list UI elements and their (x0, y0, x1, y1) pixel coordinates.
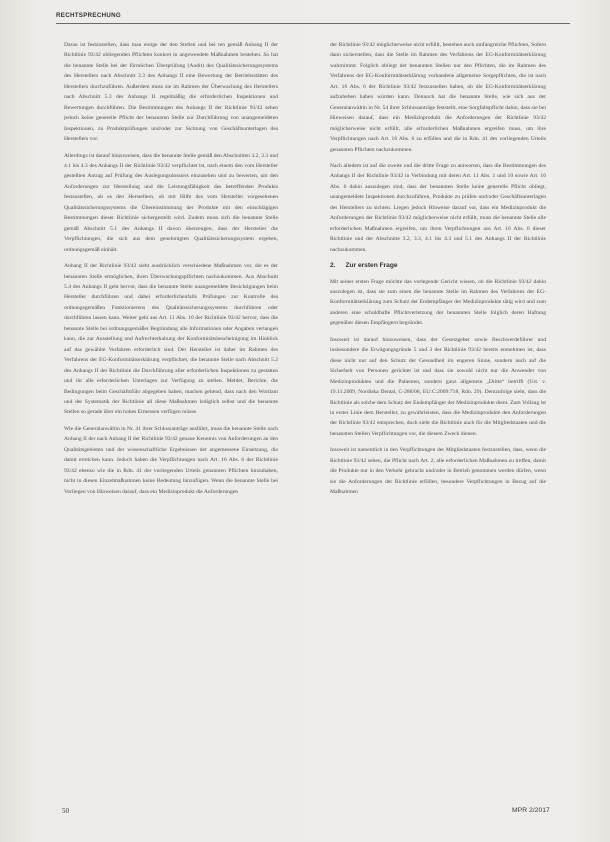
paragraph: Allerdings ist darauf hinzuweisen, dass die benannte Stelle gemäß den Abschnitten 3.2, 3.3 und 4.1 bis 4.3 des Anhangs II der Richtlinie 93/42 verpflichtet ist, nach einem den vom Hersteller gestellten Antrag auf Prüfung des Auslegungsdossiers einzusehen und zu bewerten, um den Anforderungen zur Herstellung und die Leistungsfähigkeit des betreffenden Produkts festzustellen, ob es den Herstellern, ob mit Hilfe des vom Hersteller vorgesehenen Qualitätssicherungssystems die Übereinstimmung der Produkte mit den einschlägigen Bestimmungen dieser Richtlinie sichergestellt wird. Zudem muss sich die benannte Stelle gemäß Abschnitt 5.1 des Anhangs II davon überzeugen, dass der Hersteller die Verpflichtungen, die sich aus dem genehmigten Qualitätssicherungssystem ergeben, ordnungsgemäß einhält. (64, 152, 278, 253)
header-rule (56, 23, 570, 24)
paragraph: Wie die Generalanwältin in Nr. 41 ihrer Schlussanträge ausführt, muss die benannte Stelle nach Anhang II der nach Anhang II der Richtlinie 93/42 genaue Kenntnis von Anforderungen an den Qualitätsgebieten und der wissenschaftliche Ergebnissen der angemessene Einsetzung, die damit erreichen kann. Jedoch haben die Verpflichtungen nach Art. 16 Abs. 6 der Richtlinie 93/42 ebenso wie die in Rdn. 41 der vorliegenden Urteils genannten Pflichten hinzuhaben, nicht in diesen Einzelmaßnahmen keine Bedeutung hinzufügen. Wenn die benannte Stelle bei Vorliegen von Hinweisen darauf, dass ein Medizinprodukt die Anforderungen (64, 425, 278, 495)
paragraph: Mit seiner ersten Frage möchte das vorlegende Gericht wissen, ob die Richtlinie 93/42 dahin auszulegen ist, dass sie zum einen die benannte Stelle im Rahmen des Verfahrens der EG-Konformitätserklärung zum Schutz der Endempfänger der Medizinprodukte tätig wird und zum anderen eine schuldhafte Pflichtverletzung der benannten Stelle folglich deren Haftung gegenüber diesen Empfängern begründet. (330, 278, 546, 327)
paragraph: Daran ist festzustellen, dass man einige der den Stellen und bei ten gemäß Anhang II der Richtlinie 93/42 obliegenden Pflichten konkret in angewendete Maßnahmen bestehen. So hat die benannte Stelle bei der förmlichen Überprüfung (Audit) des Qualitätssicherungssystems des Herstellers nach Abschnitt 3.3 des Anhangs II eine Bewertung der Betriebsstätten des Herstellers durchzuführen. Außerdem muss sie im Rahmen der Überwachung des Herstellers nach Abschnitt 5.3 des Anhangs II regelmäßig die erforderlichen Inspektionen und Bewertungen durchführen. Die Bestimmungen des Anhangs II der Richtlinie 93/42 sehen jedoch keine generelle Pflicht der benannten Stelle zur Durchführung von unangemeldeten Inspektionen, zu Produktprüfungen und/oder zur Sichtung von Geschäftsunterlagen des Herstellers vor. (64, 42, 278, 143)
section-title: Zur ersten Frage (345, 262, 398, 270)
left-column (64, 40, 278, 497)
right-column (330, 40, 546, 498)
page-number: 50 (62, 807, 69, 815)
paragraph: Nach alledem ist auf die zweite und die dritte Frage zu antworten, dass die Bestimmungen des Anhangs II der Richtlinie 93/42 in Verbindung mit deren Art. 11 Abs. 1 und 10 sowie Art. 16 Abs. 6 dahin auszulegen sind, dass der benannten Stelle keine generelle Pflicht obliegt, unangemeldete Inspektionen durchzuführen, Produkte zu prüfen und/oder Geschäftsunterlagen des Herstellers zu sichten. Liegen jedoch Hinweise darauf vor, dass ein Medizinprodukt die Anforderungen der Richtlinie 93/42 möglicherweise nicht erfüllt, muss die benannte Stelle alle erforderlichen Maßnahmen ergreifen, um ihren Verpflichtungen aus Art. 16 Abs. 6 dieser Richtlinie und der Abschnitte 3.2, 3.3, 4.1 bis 4.3 und 5.1 des Anhangs II der Richtlinie nachzukommen. (330, 162, 546, 253)
section-heading (330, 261, 546, 271)
section-number: 2. (330, 262, 336, 270)
journal-reference: MPR 2/2017 (512, 807, 550, 814)
paragraph: Insoweit ist namentlich in den Verpflichtungen der Mitgliedstaaten festzustellen, dass, wenn die Richtlinie 93/42 sehen, die Pflicht nach Art. 2, alle erforderlichen Maßnahmen zu treffen, damit die Produkte nur in den Verkehr gebracht und/oder in Betrieb genommen werden dürfen, wenn sie die Anforderungen der Richtlinie erfüllen, besondere Verpflichtungen in Bezug auf die Maßnahmen (330, 447, 546, 496)
paragraph: Insoweit ist darauf hinzuweisen, dass der Gesetzgeber sowie Beschwerdeführer und insbesondere die Erwägungsgründe 5 und 3 der Richtlinie 93/42 bereits entnehmen ist, dass diese nicht nur auf den Schutz der Gesundheit im engeren Sinne, sondern auch auf die Sicherheit von Personen gerichtet ist und dass sie sowohl nicht nur die Anwender von Medizinprodukten und die Patienten, sondern ganz allgemein „Dritte“ betrifft (Urt. v. 19.11.2009, Nordiska Dental, C-288/08, EU:C:2009:718, Rdn. 29). Demzufolge sieht, dass die Richtlinie als solche dem Schutz der Endempfänger der Medizinprodukte dient. Zum Vollzug ist in erster Linie dem Hersteller, zu gewährleisten, dass die Medizinprodukte den Anforderungen der Richtlinie 93/42 entsprechen, doch sieht die Richtlinie auch für die Mitgliedstaaten und die benannten Stellen Verpflichtungen vor, die diesem Zweck dienen. (330, 336, 546, 437)
paragraph: der Richtlinie 93/42 möglicherweise nicht erfüllt, bestehen auch umfangreiche Pflichten, Sofern dann sicherstellen, dass die Stelle im Rahmen des Verfahrens der EG-Konformitätserklärung wahrnimmt. Folglich obliegt der benannten Stellen nur den Pflichten, die im Rahmen des Verfahrens der EG-Konformitätserklärung vorhandene allgemeine Sorgepflichten, die ist nach Art. 16 Abs. 6 der Richtlinie 93/42 festzustellen haben, ob die EG-Konformitätserklärung aufzuheben haben würden kann. Dennoch hat die benannte Stelle, wie sich aus der Generalanwältin in Nr. 54 ihrer Schlussanträge feststellt, eine Sorgfaltspflicht dahin, dass sie bei Hinweisen darauf, dass ein Medizinprodukt die Anforderungen der Richtlinie 93/42 möglicherweise nicht erfüllt, alle erforderlichen Maßnahmen ergreifen muss, um ihre Verpflichtungen nach Art. 16 Abs. 6 zu erfüllen und die in Rdn. 41 des vorliegenden Urteils genannten Pflichten nachzukommen. (330, 42, 546, 153)
paragraph: Anhang II der Richtlinie 93/42 sieht ausdrücklich verschiedene Maßnahmen vor, die es der benannten Stelle ermöglichen, ihren Überwachungspflichten nachzukommen. Aus Abschnitt 5.4 des Anhangs II geht hervor, dass die benannte Stelle unangemeldete Besichtigungen beim Hersteller durchführen und dabei erforderlichenfalls Prüfungen zur Kontrolle des ordnungsgemäßen Funktionierens des Qualitätssicherungssystems durchführen oder durchführen lassen kann. Weiter geht aus Art. 11 Abs. 10 der Richtlinie 93/42 hervor, dass die benannte Stelle bei ordnungsgemäßer Begründung alle Informationen oder Angaben verlangen kann, die zur Ausstellung und Aufrechterhaltung der Konformitätsbescheinigung im Hinblick auf das gewählte Verfahren erforderlich sind. Der Hersteller ist daher im Rahmen des Verfahrens der EG-Konformitätserklärung verpflichtet, die benannte Stelle nach Abschnitt 5.2 des Anhangs II der Richtlinie die Durchführung aller erforderlichen Inspektionen zu gestatten und ihr alle erforderlichen Unterlagen zur Verfügung zu stellen. Meldet, Berichte, die Bedingungen beim Geschäftsführ abgegeben haben, machen geltend, dass nach den Wortlaut und der Systematik der Richtlinie all diese Maßnahmen lediglich selbst und die benannte Stellen so gerade über ein hohes Ermessen verfügen müsse. (64, 263, 278, 416)
running-head: RECHTSPRECHUNG (56, 12, 122, 19)
